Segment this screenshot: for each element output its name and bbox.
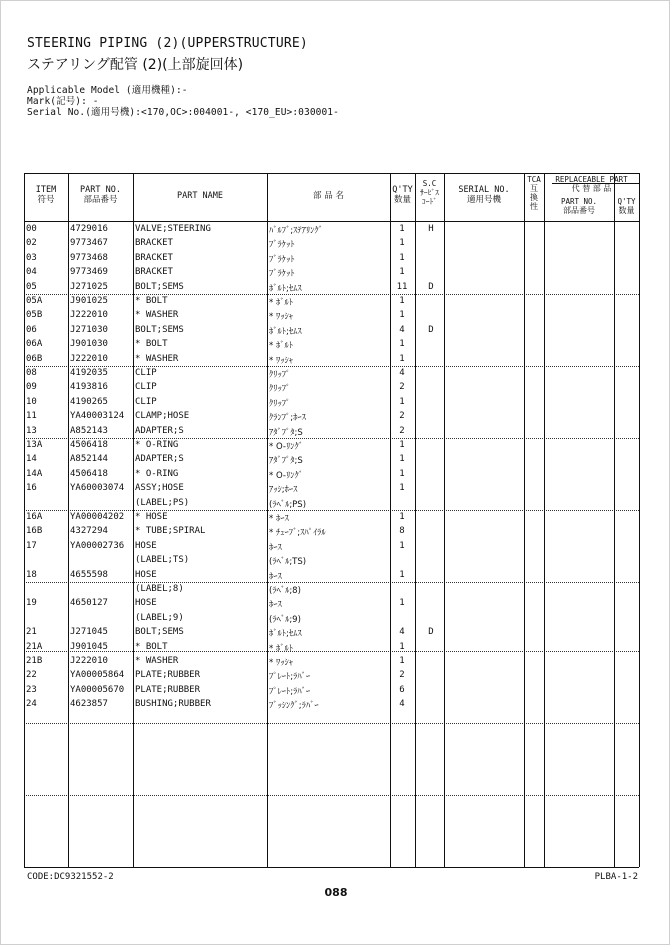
table-row — [24, 223, 639, 237]
header-replaceable — [544, 175, 639, 193]
qty-cell: 1 — [399, 353, 405, 364]
qty-cell: 1 — [399, 512, 405, 522]
part-name-ja-cell: ﾎﾞﾙﾄ;ｾﾑｽ — [269, 629, 302, 640]
table-row — [24, 569, 639, 583]
part-no-cell: 4327294 — [70, 526, 108, 537]
qty-cell: 1 — [399, 454, 405, 465]
part-name-ja-cell: ｸﾗﾝﾌﾟ;ﾎｰｽ — [269, 413, 306, 424]
part-name-ja-cell: (ﾗﾍﾞﾙ;PS) — [269, 499, 307, 510]
parts-table — [24, 173, 639, 867]
part-name-cell: (LABEL;8) — [135, 584, 184, 594]
part-no-cell: J901025 — [70, 296, 108, 306]
part-no-cell: 4729016 — [70, 224, 108, 234]
part-name-cell: BRACKET — [135, 252, 173, 263]
header-replaceable-en: REPLACEABLE PART — [555, 175, 628, 184]
item-cell: 13 — [26, 425, 37, 436]
qty-cell: 1 — [399, 440, 405, 450]
item-cell: 14 — [26, 454, 37, 465]
group-separator — [24, 723, 639, 724]
item-cell: 08 — [26, 368, 37, 378]
header-service-code — [415, 179, 444, 206]
item-cell: 05 — [26, 281, 37, 292]
header-qty — [390, 185, 415, 205]
part-name-cell: CLIP — [135, 396, 157, 407]
item-cell: 13A — [26, 440, 43, 450]
part-no-cell: YA40003124 — [70, 411, 125, 422]
qty-cell: 2 — [399, 425, 405, 436]
part-name-ja-cell: (ﾗﾍﾞﾙ;TS) — [269, 557, 307, 568]
header-serial-no — [444, 185, 524, 205]
part-no-cell: J901045 — [70, 641, 108, 652]
part-name-cell: (LABEL;9) — [135, 612, 184, 623]
header-tca-en: TCA — [527, 175, 541, 184]
qty-cell: 1 — [399, 540, 405, 551]
item-cell: 21 — [26, 627, 37, 638]
qty-cell: 1 — [399, 569, 405, 580]
part-no-cell: 9773467 — [70, 238, 108, 249]
part-name-cell: ASSY;HOSE — [135, 483, 184, 494]
table-row — [24, 396, 639, 410]
header-replaceable-ja: 代 替 部 品 — [571, 184, 612, 193]
part-no-cell: A852144 — [70, 454, 108, 465]
table-row — [24, 540, 639, 554]
part-name-ja-cell: * ﾎｰｽ — [269, 514, 289, 524]
page-number: 088 — [324, 886, 348, 899]
qty-cell: 1 — [399, 598, 405, 609]
group-separator — [24, 795, 639, 796]
qty-cell: 1 — [399, 296, 405, 306]
part-name-cell: HOSE — [135, 569, 157, 580]
part-no-cell: YA00005670 — [70, 684, 125, 695]
table-row — [24, 698, 639, 712]
table-row — [24, 439, 639, 453]
part-no-cell: J271025 — [70, 281, 108, 292]
qty-cell: 4 — [399, 368, 405, 378]
part-name-cell: VALVE;STEERING — [135, 224, 211, 234]
part-name-cell: * BOLT — [135, 339, 168, 350]
item-cell: 11 — [26, 411, 37, 422]
item-cell: 19 — [26, 598, 37, 609]
item-cell: 10 — [26, 396, 37, 407]
table-top-rule — [24, 173, 639, 174]
qty-cell: 2 — [399, 411, 405, 422]
part-name-ja-cell: ｱﾀﾞﾌﾟﾀ;S — [269, 456, 303, 467]
item-cell: 05B — [26, 310, 43, 321]
qty-cell: 6 — [399, 684, 405, 695]
table-row — [24, 641, 639, 655]
header-rep-part-no-ja: 部品番号 — [563, 206, 595, 215]
item-cell: 16A — [26, 512, 43, 522]
part-name-cell: BUSHING;RUBBER — [135, 699, 211, 710]
table-row — [24, 525, 639, 539]
item-cell: 18 — [26, 569, 37, 580]
part-name-cell: HOSE — [135, 598, 157, 609]
header-rep-qty-ja: 数量 — [618, 206, 635, 215]
item-cell: 22 — [26, 670, 37, 681]
header-tca — [524, 175, 544, 211]
part-no-cell: YA60003074 — [70, 483, 125, 494]
qty-cell: 1 — [399, 224, 405, 234]
table-row — [24, 684, 639, 698]
header-item-en: ITEM — [35, 185, 57, 195]
part-name-cell: PLATE;RUBBER — [135, 684, 201, 695]
part-no-cell: 4193816 — [70, 382, 108, 393]
part-no-cell: 4506418 — [70, 468, 108, 479]
header-rep-qty — [614, 197, 639, 215]
table-row — [24, 237, 639, 251]
part-name-ja-cell: ﾎﾞﾙﾄ;ｾﾑｽ — [269, 283, 302, 294]
header-sc-ja2: ｺｰﾄﾞ — [422, 197, 437, 206]
table-row — [24, 497, 639, 511]
service-code-cell: D — [428, 324, 434, 335]
part-name-ja-cell: ｸﾘｯﾌﾟ — [269, 384, 291, 395]
part-name-ja-cell: * ﾎﾞﾙﾄ — [269, 643, 293, 654]
qty-cell: 1 — [399, 252, 405, 263]
part-name-cell: * WASHER — [135, 656, 179, 666]
qty-cell: 4 — [399, 627, 405, 638]
qty-cell: 1 — [399, 396, 405, 407]
item-cell: 23 — [26, 684, 37, 695]
header-serial-ja: 適用号機 — [466, 195, 501, 205]
service-code-cell: D — [428, 281, 434, 292]
item-cell: 00 — [26, 224, 37, 234]
part-name-ja-cell: ﾌﾞﾗｹｯﾄ — [269, 269, 295, 280]
part-name-ja-cell: (ﾗﾍﾞﾙ;8) — [269, 586, 301, 596]
part-name-ja-cell: * O-ﾘﾝｸﾞ — [269, 442, 303, 452]
qty-cell: 11 — [396, 281, 408, 292]
header-qty-ja: 数量 — [393, 195, 411, 205]
part-name-ja-cell: * ﾜｯｼｬ — [269, 658, 293, 668]
qty-cell: 1 — [399, 339, 405, 350]
header-part-no-en: PART NO. — [80, 185, 121, 195]
header-rep-part-no — [544, 197, 614, 215]
part-name-ja-cell: ﾊﾞﾙﾌﾞ;ｽﾃｱﾘﾝｸﾞ — [269, 226, 323, 236]
item-cell: 16B — [26, 526, 43, 537]
part-name-ja-cell: * ﾎﾞﾙﾄ — [269, 341, 293, 352]
table-bottom-rule — [24, 867, 639, 868]
header-qty-en: Q'TY — [392, 185, 413, 195]
service-code-cell: H — [428, 224, 434, 234]
item-cell: 17 — [26, 540, 37, 551]
part-no-cell: J222010 — [70, 353, 108, 364]
header-part-no — [68, 185, 133, 205]
qty-cell: 1 — [399, 483, 405, 494]
qty-cell: 4 — [399, 324, 405, 335]
table-row — [24, 468, 639, 482]
table-row — [24, 324, 639, 338]
part-name-cell: BRACKET — [135, 267, 173, 278]
part-name-ja-cell: * ﾎﾞﾙﾄ — [269, 298, 293, 308]
table-row — [24, 381, 639, 395]
part-no-cell: YA00002736 — [70, 540, 125, 551]
part-name-cell: CLAMP;HOSE — [135, 411, 190, 422]
part-name-cell: CLIP — [135, 382, 157, 393]
table-row — [24, 626, 639, 640]
part-name-cell: * BOLT — [135, 296, 168, 306]
part-name-cell: ADAPTER;S — [135, 425, 184, 436]
item-cell: 06B — [26, 353, 43, 364]
part-name-cell: * HOSE — [135, 512, 168, 522]
item-cell: 05A — [26, 296, 43, 306]
table-row — [24, 295, 639, 309]
item-cell: 16 — [26, 483, 37, 494]
part-no-cell: 4190265 — [70, 396, 108, 407]
part-name-cell: HOSE — [135, 540, 157, 551]
part-name-cell: * TUBE;SPIRAL — [135, 526, 206, 537]
part-name-ja-cell: ﾎﾞﾙﾄ;ｾﾑｽ — [269, 326, 302, 337]
item-cell: 04 — [26, 267, 37, 278]
part-name-cell: BOLT;SEMS — [135, 627, 184, 638]
table-row — [24, 338, 639, 352]
part-name-cell: * WASHER — [135, 353, 179, 364]
table-row — [24, 410, 639, 424]
part-name-ja-cell: * ﾁｭｰﾌﾞ;ｽﾊﾟｲﾗﾙ — [269, 528, 326, 539]
table-row — [24, 266, 639, 280]
part-no-cell: 9773468 — [70, 252, 108, 263]
qty-cell: 1 — [399, 267, 405, 278]
table-row — [24, 597, 639, 611]
item-cell: 09 — [26, 382, 37, 393]
item-cell: 06 — [26, 324, 37, 335]
header-part-name: PART NAME — [176, 191, 224, 201]
header-part-name-ja: 部 品 名 — [313, 191, 344, 201]
part-no-cell: A852143 — [70, 425, 108, 436]
part-name-ja-cell: ﾎｰｽ — [269, 542, 282, 553]
part-name-cell: (LABEL;TS) — [135, 555, 190, 566]
item-cell: 06A — [26, 339, 43, 350]
plba-code: PLBA-1-2 — [594, 872, 638, 882]
page-title: STEERING PIPING (2)(UPPERSTRUCTURE) — [27, 36, 308, 51]
serial-number: Serial No.(適用号機):<170,OC>:004001-, <170_EU>:030001- — [27, 107, 339, 118]
table-row — [24, 425, 639, 439]
part-no-cell: 4192035 — [70, 368, 108, 378]
table-row — [24, 655, 639, 669]
table-row — [24, 281, 639, 295]
part-name-ja-cell: ﾌﾞﾗｹｯﾄ — [269, 254, 295, 265]
part-name-ja-cell: ﾎｰｽ — [269, 600, 282, 611]
header-rep-qty-en: Q'TY — [617, 197, 636, 206]
header-serial-en: SERIAL NO. — [458, 185, 510, 195]
item-cell: 21B — [26, 656, 43, 666]
header-tca-ja1: 互 — [530, 184, 538, 193]
part-name-cell: BRACKET — [135, 238, 173, 249]
qty-cell: 1 — [399, 310, 405, 321]
table-row — [24, 482, 639, 496]
header-bottom-rule — [24, 221, 639, 222]
header-rep-part-no-en: PART NO. — [560, 197, 598, 206]
part-name-ja-cell: ﾌﾞﾗｹｯﾄ — [269, 240, 295, 251]
part-name-ja-cell: * O-ﾘﾝｸﾞ — [269, 470, 303, 481]
part-no-cell: 4506418 — [70, 440, 108, 450]
part-name-cell: * O-RING — [135, 468, 179, 479]
applicable-model: Applicable Model (適用機種):- — [27, 85, 188, 96]
header-item-ja: 符号 — [37, 195, 55, 205]
document-code: CODE:DC9321552-2 — [27, 872, 114, 882]
header-part-no-ja: 部品番号 — [83, 195, 118, 205]
table-row — [24, 367, 639, 381]
table-row — [24, 309, 639, 323]
header-tca-ja3: 性 — [530, 202, 538, 211]
qty-cell: 1 — [399, 468, 405, 479]
table-row — [24, 453, 639, 467]
part-no-cell: J271030 — [70, 324, 108, 335]
qty-cell: 4 — [399, 699, 405, 710]
qty-cell: 1 — [399, 641, 405, 652]
part-no-cell: YA00004202 — [70, 512, 125, 522]
part-no-cell: J901030 — [70, 339, 108, 350]
part-no-cell: 4655598 — [70, 569, 108, 580]
part-name-cell: ADAPTER;S — [135, 454, 184, 465]
header-sc-ja1: ｻｰﾋﾞｽ — [420, 188, 439, 197]
table-row — [24, 252, 639, 266]
part-name-ja-cell: * ﾜｯｼｬ — [269, 312, 293, 323]
part-name-ja-cell: ﾌﾟﾚｰﾄ;ﾗﾊﾞｰ — [269, 686, 311, 697]
item-cell: 21A — [26, 641, 43, 652]
part-no-cell: J271045 — [70, 627, 108, 638]
item-cell: 03 — [26, 252, 37, 263]
part-name-ja-cell: ﾌﾞｯｼﾝｸﾞ;ﾗﾊﾞｰ — [269, 701, 319, 712]
item-cell: 02 — [26, 238, 37, 249]
part-no-cell: 4650127 — [70, 598, 108, 609]
part-name-ja-cell: (ﾗﾍﾞﾙ;9) — [269, 614, 301, 625]
part-name-ja-cell: * ﾜｯｼｬ — [269, 355, 293, 366]
part-no-cell: 4623857 — [70, 699, 108, 710]
mark: Mark(記号): - — [27, 96, 99, 107]
part-name-ja-cell: ｸﾘｯﾌﾟ — [269, 398, 291, 409]
header-sc-en: S.C — [422, 179, 437, 188]
item-cell: 24 — [26, 699, 37, 710]
qty-cell: 2 — [399, 670, 405, 681]
column-rule — [639, 173, 640, 867]
part-no-cell: YA00005864 — [70, 670, 125, 681]
part-no-cell: J222010 — [70, 656, 108, 666]
table-row — [24, 612, 639, 626]
service-code-cell: D — [428, 627, 434, 638]
part-name-cell: PLATE;RUBBER — [135, 670, 201, 681]
part-name-ja-cell: ﾌﾟﾚｰﾄ;ﾗﾊﾞｰ — [269, 672, 311, 683]
part-name-cell: BOLT;SEMS — [135, 324, 184, 335]
qty-cell: 1 — [399, 238, 405, 249]
part-name-ja-cell: ｱﾀﾞﾌﾟﾀ;S — [269, 427, 303, 438]
table-row — [24, 583, 639, 597]
header-item — [24, 185, 68, 205]
table-row — [24, 554, 639, 568]
qty-cell: 2 — [399, 382, 405, 393]
table-row — [24, 669, 639, 683]
part-name-cell: CLIP — [135, 368, 157, 378]
item-cell: 14A — [26, 468, 43, 479]
part-name-cell: * WASHER — [135, 310, 179, 321]
part-no-cell: 9773469 — [70, 267, 108, 278]
part-name-ja-cell: ﾎｰｽ — [269, 571, 282, 582]
table-row — [24, 511, 639, 525]
part-no-cell: J222010 — [70, 310, 108, 321]
qty-cell: 8 — [399, 526, 405, 537]
part-name-cell: (LABEL;PS) — [135, 497, 190, 508]
qty-cell: 1 — [399, 656, 405, 666]
part-name-cell: * O-RING — [135, 440, 179, 450]
part-name-ja-cell: ｱｯｼ;ﾎｰｽ — [269, 485, 298, 496]
header-tca-ja2: 換 — [530, 193, 538, 202]
part-name-cell: BOLT;SEMS — [135, 281, 184, 292]
page-title-japanese: ステアリング配管 (2)(上部旋回体) — [27, 57, 244, 73]
part-name-cell: * BOLT — [135, 641, 168, 652]
part-name-ja-cell: ｸﾘｯﾌﾟ — [269, 370, 291, 380]
table-row — [24, 353, 639, 367]
